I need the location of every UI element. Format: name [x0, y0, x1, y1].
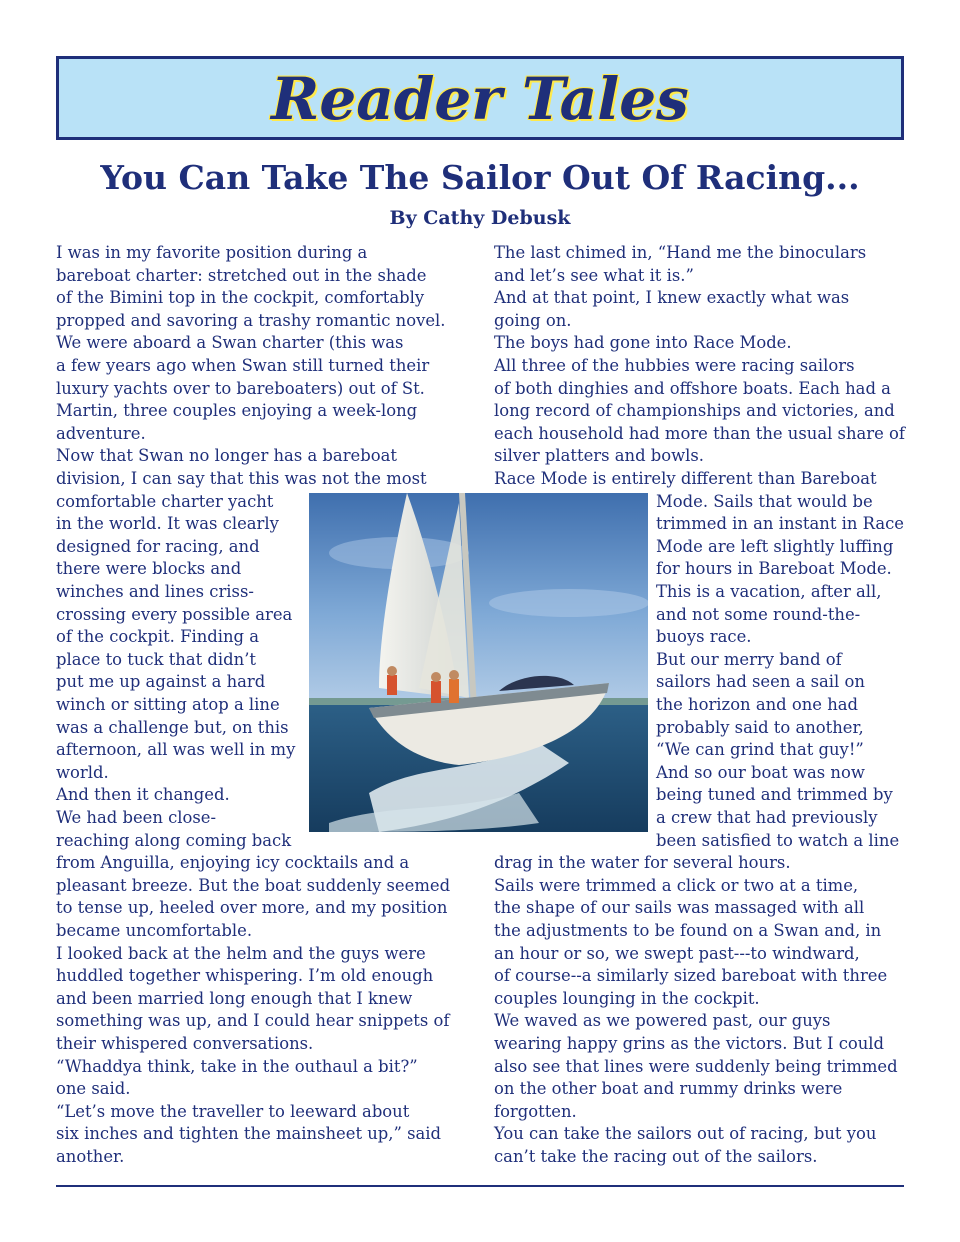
- article-text-line: of course--a similarly sized bareboat with three: [494, 966, 888, 986]
- section-title: Reader Tales: [271, 65, 689, 133]
- article-text-line: huddled together whispering. I’m old enough: [56, 966, 434, 986]
- article-text-line: drag in the water for several hours.: [494, 853, 791, 873]
- article-text-line: and been married long enough that I knew: [56, 988, 413, 1008]
- article-text-line: trimmed in an instant in Race: [656, 514, 904, 534]
- bottom-rule: [56, 1185, 904, 1187]
- article-text-line: bareboat charter: stretched out in the shade: [56, 265, 427, 285]
- article-text-line: long record of championships and victories, and: [494, 401, 895, 421]
- article-text-line: on the other boat and rummy drinks were: [494, 1079, 843, 1099]
- article-text-line: winch or sitting atop a line: [56, 695, 280, 714]
- article-text-line: luxury yachts over to bareboaters) out of St.: [56, 378, 425, 398]
- article-headline: You Can Take The Sailor Out Of Racing...: [100, 158, 860, 197]
- article-text-line: I looked back at the helm and the guys were: [56, 943, 426, 963]
- article-text-line: each household had more than the usual share of: [494, 423, 905, 443]
- article-text-line: Sails were trimmed a click or two at a time,: [494, 875, 859, 895]
- article-text-line: And then it changed.: [56, 785, 230, 805]
- article-text-line: afternoon, all was well in my: [56, 740, 296, 760]
- article-text-line: their whispered conversations.: [56, 1034, 314, 1053]
- article-text-line: Race Mode is entirely different than Bareboat: [494, 469, 877, 488]
- article-text-line: became uncomfortable.: [56, 921, 253, 940]
- article-text-line: the horizon and one had: [656, 695, 859, 714]
- article-text-line: We waved as we powered past, our guys: [494, 1011, 831, 1031]
- article-text-line: “Whaddya think, take in the outhaul a bit?”: [56, 1056, 418, 1076]
- article-text-line: for hours in Bareboat Mode.: [656, 559, 892, 579]
- article-text-line: “Let’s move the traveller to leeward about: [56, 1101, 410, 1121]
- article-text-line: division, I can say that this was not the most: [56, 469, 427, 488]
- article-text-line: The boys had gone into Race Mode.: [494, 333, 792, 353]
- article-text-line: an hour or so, we swept past---to windward,: [494, 943, 860, 963]
- article-text-line: of the Bimini top in the cockpit, comfortably: [56, 288, 425, 308]
- article-text-line: And at that point, I knew exactly what was: [494, 288, 850, 308]
- article-text-line: Mode are left slightly luffing: [656, 536, 894, 556]
- article-text-line: being tuned and trimmed by: [656, 785, 893, 805]
- article-text-line: wearing happy grins as the victors. But I could: [494, 1034, 885, 1053]
- article-text-line: and not some round-the-: [656, 604, 861, 624]
- article-text-line: winches and lines criss-: [56, 582, 254, 601]
- article-text-line: the shape of our sails was massaged with all: [494, 898, 865, 918]
- article-text-line: couples lounging in the cockpit.: [494, 988, 760, 1008]
- article-text-line: something was up, and I could hear snippets of: [56, 1011, 450, 1031]
- article-text-line: We were aboard a Swan charter (this was: [56, 333, 404, 353]
- article-text-line: another.: [56, 1147, 125, 1166]
- article-text-line: silver platters and bowls.: [494, 446, 705, 466]
- article-text-line: sailors had seen a sail on: [656, 672, 865, 692]
- article-text-line: put me up against a hard: [56, 672, 266, 692]
- article-text-line: one said.: [56, 1079, 131, 1099]
- sailboat-photo: [309, 493, 648, 832]
- article-text-line: going on.: [494, 310, 572, 330]
- article-text-line: adventure.: [56, 423, 146, 443]
- article-text-line: of the cockpit. Finding a: [56, 627, 260, 647]
- article-text-line: reaching along coming back: [56, 830, 292, 850]
- article-text-line: Mode. Sails that would be: [656, 491, 873, 511]
- article-text-line: Now that Swan no longer has a bareboat: [56, 446, 397, 466]
- article-text-line: world.: [56, 762, 109, 782]
- article-byline: By Cathy Debusk: [389, 207, 571, 229]
- article-text-line: of both dinghies and offshore boats. Each had a: [494, 378, 891, 398]
- article-text-line: place to tuck that didn’t: [56, 649, 257, 669]
- article-text-line: Martin, three couples enjoying a week-long: [56, 401, 418, 421]
- article-text-line: propped and savoring a trashy romantic novel.: [56, 310, 446, 330]
- article-text-line: I was in my favorite position during a: [56, 243, 368, 262]
- article-text-line: designed for racing, and: [56, 536, 260, 556]
- article-text-line: We had been close-: [56, 808, 217, 827]
- article-text-line: from Anguilla, enjoying icy cocktails and a: [56, 853, 410, 873]
- article-text-line: All three of the hubbies were racing sailors: [494, 356, 855, 375]
- title-banner: [56, 56, 904, 140]
- article-text-line: was a challenge but, on this: [56, 717, 289, 737]
- article-text-line: a crew that had previously: [656, 808, 878, 827]
- article-text-line: six inches and tighten the mainsheet up,” said: [56, 1124, 442, 1144]
- article-text-line: can’t take the racing out of the sailors.: [494, 1147, 818, 1166]
- article-text-line: probably said to another,: [656, 717, 864, 737]
- article-text-line: pleasant breeze. But the boat suddenly seemed: [56, 875, 451, 895]
- article-text-line: comfortable charter yacht: [56, 491, 274, 511]
- article-text-line: a few years ago when Swan still turned their: [56, 356, 430, 375]
- article-text-line: And so our boat was now: [656, 762, 865, 782]
- article-text-line: You can take the sailors out of racing, but you: [494, 1124, 877, 1144]
- article-text-line: there were blocks and: [56, 559, 242, 579]
- article-text-line: “We can grind that guy!”: [656, 740, 864, 760]
- article-text-line: to tense up, heeled over more, and my position: [56, 898, 448, 918]
- article-text-line: also see that lines were suddenly being trimmed: [494, 1056, 898, 1076]
- article-text-line: been satisfied to watch a line: [656, 830, 900, 850]
- article-text-line: and let’s see what it is.”: [494, 265, 694, 285]
- article-text-line: But our merry band of: [656, 649, 842, 669]
- article-text-line: crossing every possible area: [56, 604, 293, 624]
- article-text-line: buoys race.: [656, 627, 752, 647]
- article-text-line: The last chimed in, “Hand me the binoculars: [494, 243, 867, 262]
- article-text-line: the adjustments to be found on a Swan and, in: [494, 921, 882, 940]
- article-text-line: forgotten.: [494, 1101, 577, 1121]
- article-text-line: in the world. It was clearly: [56, 514, 279, 534]
- article-text-line: This is a vacation, after all,: [656, 582, 882, 601]
